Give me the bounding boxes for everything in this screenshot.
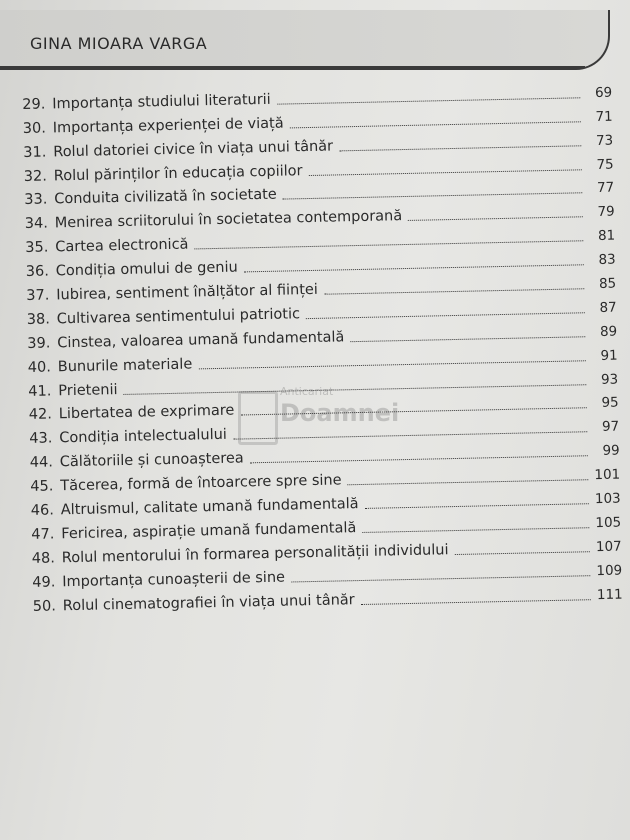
toc-entry-title: Libertatea de exprimare [58,403,235,423]
watermark-small-text: Anticariat [280,385,334,398]
toc-entry-page: 93 [600,371,619,388]
toc-entry-title: Prietenii [58,381,118,399]
toc-entry-number: 50. [32,597,57,615]
toc-entry-page: 69 [594,84,613,101]
toc-entry-page: 85 [598,275,617,292]
toc-entry-number: 37. [26,287,50,304]
running-header-author: GINA MIOARA VARGA [30,34,208,53]
toc-entry-page: 87 [599,299,617,316]
toc-entry-title: Altruismul, calitate umană fundamentală [60,496,359,519]
toc-entry-number: 45. [30,478,54,496]
toc-entry-title: Importanța studiului literaturii [52,91,271,113]
toc-entry-title: Cultivarea sentimentului patriotic [56,306,301,328]
toc-entry-number: 34. [24,215,49,233]
toc-entry-page: 99 [602,442,620,460]
toc-entry-page: 83 [598,251,616,269]
toc-entry-title: Rolul cinematografiei în viața unui tânăr [62,591,355,614]
toc-entry-number: 43. [29,430,53,448]
toc-entry-number: 33. [24,191,48,209]
toc-entry-title: Cartea electronică [55,236,189,256]
toc-entry-page: 105 [595,514,622,532]
toc-entry-page: 95 [601,395,619,412]
toc-entry-title: Condiția intelectualului [59,427,228,447]
toc-entry-page: 97 [601,418,620,436]
toc-entry-page: 109 [596,562,623,579]
toc-entry-title: Bunurile materiale [57,356,193,375]
toc-entry-number: 41. [28,383,52,400]
toc-entry-number: 48. [31,550,56,567]
toc-entry-number: 35. [25,239,49,257]
toc-entry-title: Tăcerea, formă de întoarcere spre sine [60,472,342,495]
table-of-contents [22,78,623,616]
toc-entry-title: Rolul datoriei civice în viața unui tânăr [53,138,334,161]
toc-entry-number: 36. [25,263,50,281]
toc-leader-dots [361,599,591,605]
toc-entry-number: 30. [22,120,47,137]
toc-entry-page: 89 [599,323,618,340]
watermark-big-text: Doamnei [280,399,400,427]
header-rule [0,66,585,68]
toc-entry-number: 44. [29,454,54,472]
toc-entry-number: 38. [26,311,51,328]
toc-entry-title: Cinstea, valoarea umană fundamentală [57,329,345,352]
toc-entry-title: Iubirea, sentiment înălțător al ființei [56,281,319,304]
toc-entry-number: 46. [30,502,55,519]
toc-entry-title: Importanța cunoașterii de sine [62,569,286,590]
toc-entry-title: Rolul părinților în educația copiilor [53,162,303,184]
toc-entry-page: 75 [596,156,614,173]
toc-leader-dots [455,551,590,555]
toc-entry-number: 49. [32,574,56,591]
toc-entry-page: 77 [596,180,615,197]
toc-entry-number: 40. [27,359,52,376]
toc-entry-title: Condiția omului de geniu [55,259,238,280]
toc-entry-number: 31. [23,144,47,161]
toc-entry-title: Călătoriile și cunoașterea [59,450,244,471]
toc-entry-number: 29. [22,96,46,113]
toc-entry-number: 32. [23,168,48,185]
toc-entry-page: 73 [595,132,614,149]
toc-entry-page: 101 [594,466,621,484]
toc-leader-dots [408,217,583,222]
toc-entry-page: 91 [600,347,618,364]
toc-entry-title: Importanța experienței de viață [52,115,284,137]
toc-entry-page: 71 [595,108,613,125]
toc-entry-title: Menirea scriitorului în societatea contemporană [54,208,403,232]
toc-entry-number: 47. [31,526,55,543]
toc-entry-page: 111 [596,586,623,603]
toc-entry-page: 107 [595,538,622,555]
toc-entry-number: 42. [28,406,53,424]
toc-entry-page: 103 [594,490,621,508]
toc-entry-page: 81 [597,227,616,245]
toc-entry-page: 79 [597,203,615,221]
toc-entry-title: Conduita civilizată în societate [54,187,277,208]
toc-entry-title: Rolul mentorului în formarea personalității individului [61,541,449,567]
toc-entry-title: Fericirea, aspirație umană fundamentală [61,520,357,543]
toc-entry-number: 39. [27,335,51,352]
